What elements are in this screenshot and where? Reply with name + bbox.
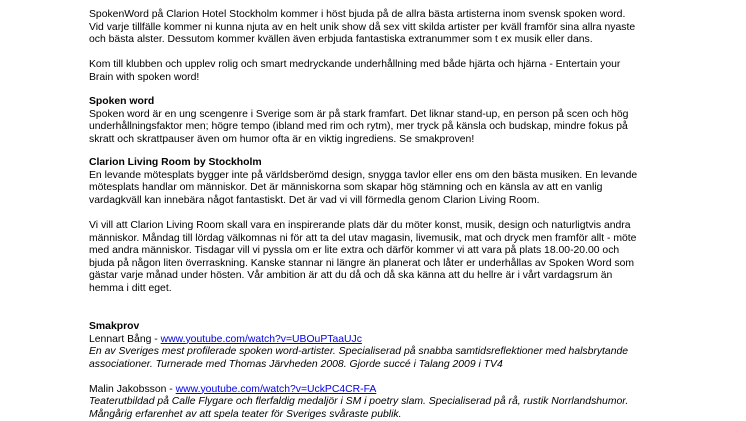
artist-name: Malin Jakobsson -: [89, 384, 176, 395]
intro-line-1: SpokenWord på Clarion Hotel Stockholm kommer i höst bjuda på de allra bästa artisterna inom svensk spoken word.: [89, 9, 729, 22]
vision-line-3: med andra människor. Tisdagar vill vi pyssla om er lite extra och därför kommer vi att vara på plats 18.00-20.00 och: [89, 245, 729, 258]
artist-title-line: [89, 384, 729, 397]
spoken-word-section: [89, 96, 729, 146]
living-room-section: [89, 157, 729, 207]
spoken-word-line-3: skratt och skrattpauser även om humor ofta är en viktig ingrediens. Se smakproven!: [89, 134, 729, 147]
vision-paragraph: [89, 220, 729, 295]
artist-entry: [89, 334, 729, 372]
artist-video-link[interactable]: www.youtube.com/watch?v=UBOuPTaaUJc: [161, 334, 362, 345]
artist-desc-line-2: Mångårig erfarenhet av att spela teater för Sveriges svåraste publik.: [89, 409, 729, 421]
artist-video-link[interactable]: www.youtube.com/watch?v=UckPC4CR-FA: [176, 384, 377, 395]
artist-title-line: [89, 334, 729, 347]
invite-paragraph: [89, 59, 729, 84]
spoken-word-heading: Spoken word: [89, 96, 729, 109]
artist-desc-line-1: En av Sveriges mest profilerade spoken word-artister. Specialiserad på snabba samtidsreflektioner med halsbrytande: [89, 346, 729, 359]
intro-paragraph: [89, 9, 729, 47]
spoken-word-line-2: underhållningsfaktor men; högre tempo (ibland med rim och rytm), mer tryck på känsla och budskap, mindre fokus på: [89, 121, 729, 134]
artist-entry: [89, 384, 729, 421]
invite-line-2: Brain with spoken word!: [89, 72, 729, 85]
smakprov-section: [89, 321, 729, 421]
artist-name: Lennart Bång -: [89, 334, 161, 345]
living-room-line-2: mötesplats handlar om människor. Det är människorna som skapar hög stämning och en känsla av att en vanlig: [89, 182, 729, 195]
vision-line-4: bjuda på någon liten överraskning. Kanske stannar ni längre än planerat och låter er underhållas av Spoken Word som: [89, 258, 729, 271]
smakprov-heading: Smakprov: [89, 321, 729, 334]
intro-line-3: och bästa alster. Dessutom kommer kvällen även erbjuda fantastiska extranummer som t ex musik eller dans.: [89, 34, 729, 47]
living-room-heading: Clarion Living Room by Stockholm: [89, 157, 729, 170]
artist-desc-line-1: Teaterutbildad på Calle Flygare och flerfaldig medaljör i SM i poetry slam. Specialiserad på rå, rustik Norrlandshumor.: [89, 396, 729, 409]
vision-line-2: människor. Måndag till lördag välkomnas ni för att ta del utav magasin, livemusik, mat och dryck men framför allt - möte: [89, 233, 729, 246]
invite-line-1: Kom till klubben och upplev rolig och smart medryckande underhållning med både hjärta och hjärna - Entertain your: [89, 59, 729, 72]
living-room-line-1: En levande mötesplats bygger inte på världsberömd design, snygga tavlor eller ens om den bästa musiken. En levande: [89, 170, 729, 183]
spoken-word-line-1: Spoken word är en ung scengenre i Sverige som är på stark framfart. Det liknar stand-up, en person på scen och hög: [89, 109, 729, 122]
vision-line-6: hemma i ditt eget.: [89, 283, 729, 296]
vision-line-1: Vi vill att Clarion Living Room skall vara en inspirerande plats där du möter konst, musik, design och naturligtvis andra: [89, 220, 729, 233]
intro-line-2: Vid varje tillfälle kommer ni kunna njuta av en helt unik show då sex vitt skilda artister per kväll framför sina allra nyaste: [89, 22, 729, 35]
artist-desc-line-2: associationer. Turnerade med Thomas Järvheden 2008. Gjorde succé i Talang 2009 i TV4: [89, 359, 729, 372]
vision-line-5: gästar varje månad under hösten. Vår ambition är att du då och då ska känna att du hellre är i vårt vardagsrum än: [89, 270, 729, 283]
living-room-line-3: vardagkväll kan innebära något fantastiskt. Det är vad vi vill förmedla genom Clarion Living Room.: [89, 195, 729, 208]
